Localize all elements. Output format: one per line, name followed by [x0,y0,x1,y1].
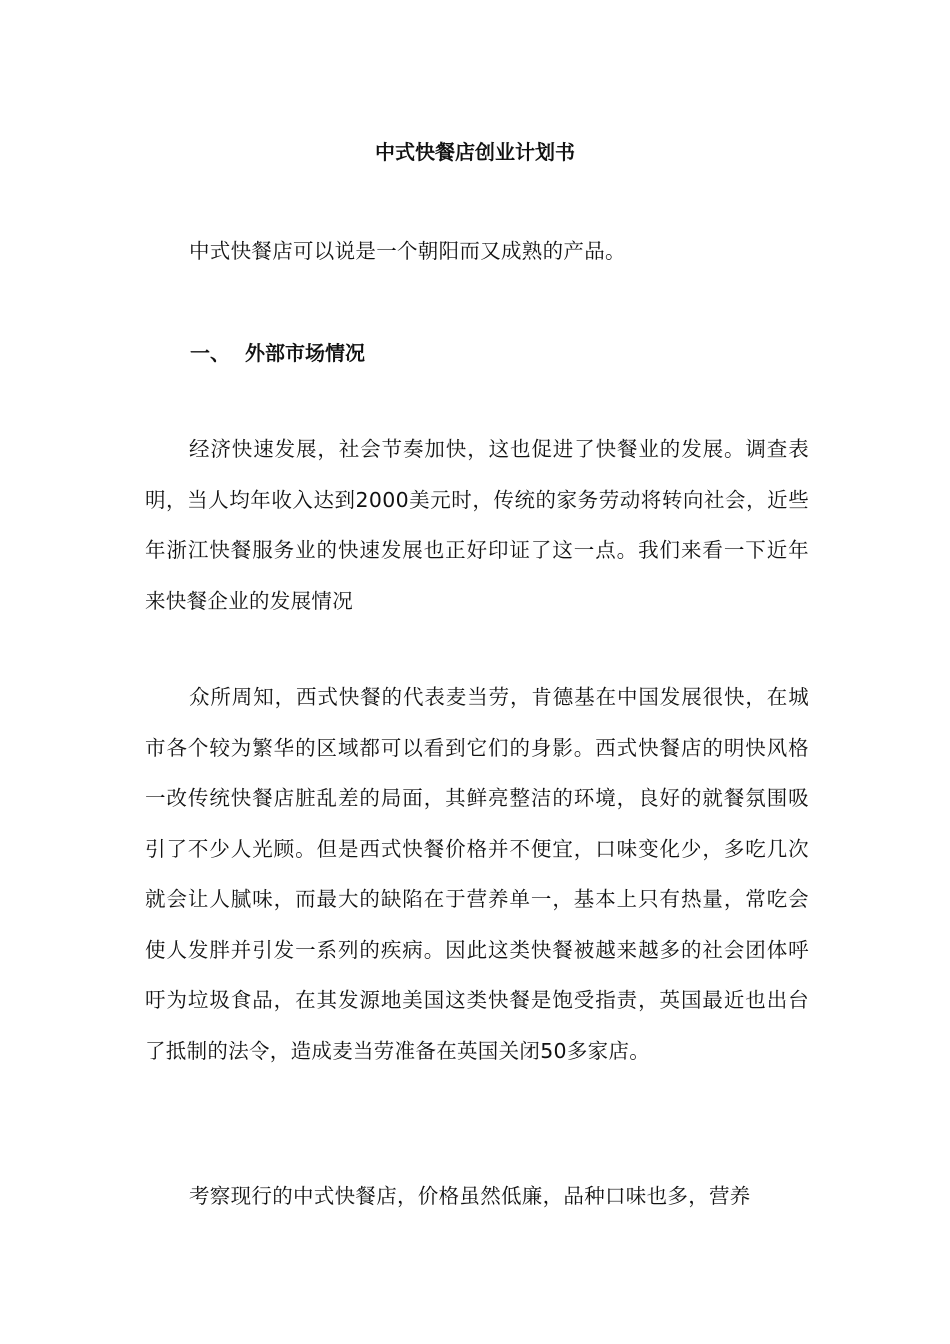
section-title: 外部市场情况 [245,341,365,365]
intro-paragraph: 中式快餐店可以说是一个朝阳而又成熟的产品。 [189,239,626,263]
section-number: 一、 [190,341,230,365]
paragraph-economy: 经济快速发展，社会节奏加快，这也促进了快餐业的发展。调查表明，当人均年收入达到2000美元时，传统的家务劳动将转向社会，近些年浙江快餐服务业的快速发展也正好印证了这一点。我们来看一下近年来快餐企业的发展情况 [145,437,809,613]
paragraph-chinese-fast-food: 考察现行的中式快餐店，价格虽然低廉，品种口味也多，营养 [189,1184,751,1208]
section-heading [190,336,365,370]
document-title: 中式快餐店创业计划书 [375,140,575,164]
paragraph-western-fast-food: 众所周知，西式快餐的代表麦当劳，肯德基在中国发展很快，在城市各个较为繁华的区域都可以看到它们的身影。西式快餐店的明快风格一改传统快餐店脏乱差的局面，其鲜亮整洁的环境，良好的就餐氛围吸引了不少人光顾。但是西式快餐价格并不便宜，口味变化少，多吃几次就会让人腻味，而最大的缺陷在于营养单一，基本上只有热量，常吃会使人发胖并引发一系列的疾病。因此这类快餐被越来越多的社会团体呼吁为垃圾食品，在其发源地美国这类快餐是饱受指责，英国最近也出台了抵制的法令，造成麦当劳准备在英国关闭50多家店。 [145,685,809,1063]
